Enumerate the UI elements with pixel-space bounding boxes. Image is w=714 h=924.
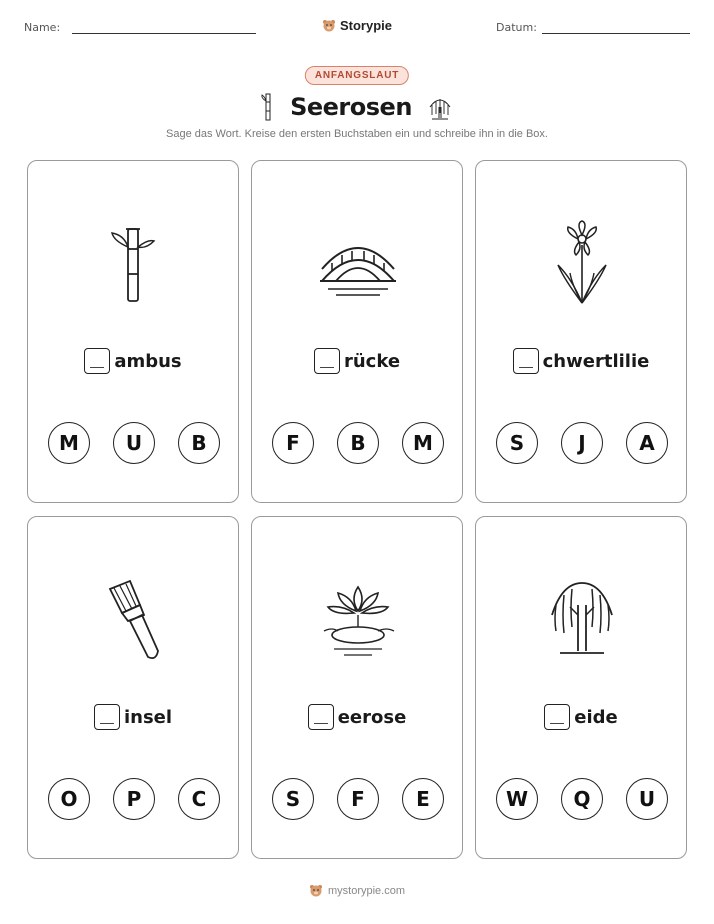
- answer-box[interactable]: [544, 704, 570, 730]
- letter-option[interactable]: J: [561, 422, 603, 464]
- word-row: [252, 348, 462, 374]
- category-badge: ANFANGSLAUT: [305, 66, 409, 85]
- word-ending: ambus: [114, 350, 182, 372]
- bamboo-icon: [260, 92, 276, 122]
- answer-box[interactable]: [314, 348, 340, 374]
- brand-name: Storypie: [339, 18, 393, 33]
- word-ending: chwertlilie: [542, 350, 650, 372]
- name-label: Name:: [24, 21, 61, 34]
- word-row: [28, 704, 238, 730]
- willow-tree-icon: [426, 93, 454, 121]
- answer-box[interactable]: [308, 704, 334, 730]
- footer: [0, 884, 714, 898]
- bear-icon: [322, 19, 336, 33]
- letter-option[interactable]: U: [626, 778, 668, 820]
- page-title: Seerosen: [290, 93, 412, 121]
- letter-option[interactable]: M: [48, 422, 90, 464]
- letter-option[interactable]: B: [178, 422, 220, 464]
- word-card: [251, 516, 463, 859]
- letter-option[interactable]: A: [626, 422, 668, 464]
- letter-options: [496, 422, 668, 464]
- word-card: [475, 516, 687, 859]
- letter-option[interactable]: F: [272, 422, 314, 464]
- answer-box[interactable]: [84, 348, 110, 374]
- brand-logo: [322, 18, 392, 33]
- letter-option[interactable]: W: [496, 778, 538, 820]
- word-ending: eerose: [337, 706, 407, 728]
- letter-option[interactable]: O: [48, 778, 90, 820]
- word-ending: insel: [123, 706, 173, 728]
- word-card: [27, 516, 239, 859]
- instructions: Sage das Wort. Kreise den ersten Buchstaben ein und schreibe ihn in die Box.: [166, 128, 548, 140]
- word-row: [476, 704, 686, 730]
- letter-options: [48, 422, 220, 464]
- letter-option[interactable]: S: [272, 778, 314, 820]
- bamboo-icon: [84, 219, 184, 309]
- letter-options: [496, 778, 668, 820]
- answer-box[interactable]: [94, 704, 120, 730]
- letter-option[interactable]: M: [402, 422, 444, 464]
- word-card: [27, 160, 239, 503]
- letter-option[interactable]: S: [496, 422, 538, 464]
- word-ending: eide: [574, 706, 618, 728]
- water-lily-icon: [308, 575, 408, 665]
- letter-option[interactable]: B: [337, 422, 379, 464]
- letter-options: [272, 778, 444, 820]
- willow-tree-icon: [532, 575, 632, 665]
- letter-option[interactable]: Q: [561, 778, 603, 820]
- bridge-icon: [308, 219, 408, 309]
- letter-option[interactable]: F: [337, 778, 379, 820]
- iris-flower-icon: [532, 219, 632, 309]
- word-row: [252, 704, 462, 730]
- letter-option[interactable]: C: [178, 778, 220, 820]
- word-card: [475, 160, 687, 503]
- word-row: [476, 348, 686, 374]
- date-label: Datum:: [496, 21, 537, 34]
- letter-options: [48, 778, 220, 820]
- paintbrush-icon: [84, 575, 184, 665]
- letter-options: [272, 422, 444, 464]
- letter-option[interactable]: P: [113, 778, 155, 820]
- answer-box[interactable]: [513, 348, 539, 374]
- date-field[interactable]: [542, 33, 690, 34]
- title-row: [0, 92, 714, 122]
- letter-option[interactable]: U: [113, 422, 155, 464]
- name-field[interactable]: [72, 33, 256, 34]
- letter-option[interactable]: E: [402, 778, 444, 820]
- word-ending: rücke: [343, 350, 401, 372]
- word-card: [251, 160, 463, 503]
- word-row: [28, 348, 238, 374]
- bear-icon: [309, 884, 323, 898]
- footer-url[interactable]: mystorypie.com: [327, 885, 406, 897]
- worksheet-header: [24, 18, 690, 38]
